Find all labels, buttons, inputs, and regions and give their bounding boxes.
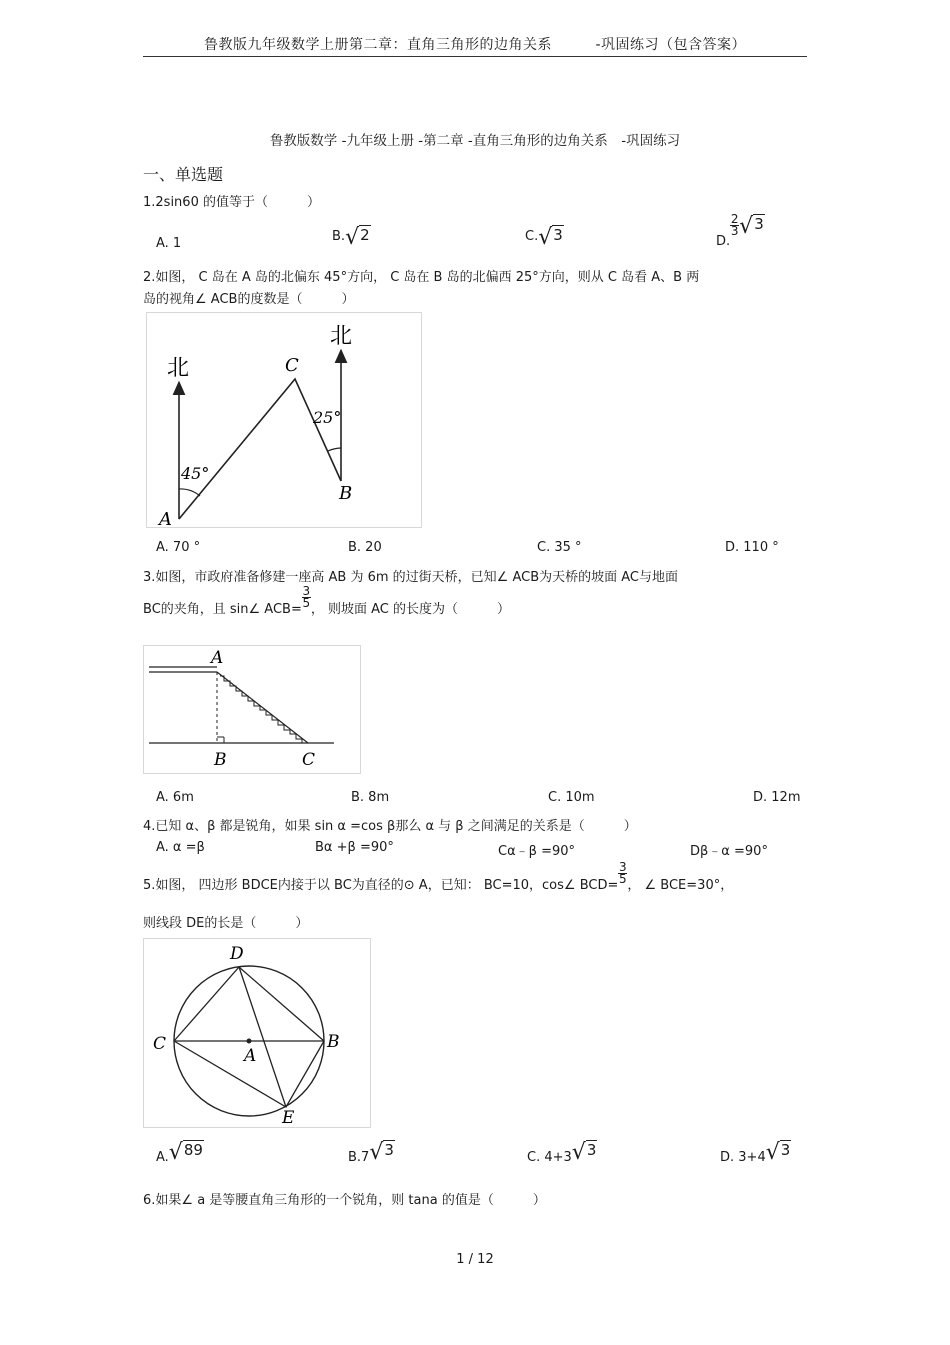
q3-fraction [302, 586, 311, 609]
q5-stem-part1: 5.如图， 四边形 BDCE内接于以 BC为直径的⊙ A，已知： BC=10，cos∠ BCD= [143, 878, 619, 893]
page-header: 鲁教版九年级数学上册第二章：直角三角形的边角关系 -巩固练习（包含答案） [203, 37, 747, 53]
q1-c-radicand: 3 [553, 226, 563, 244]
q3-option-a: A. 6m [156, 790, 194, 805]
q2-option-d: D. 110 ° [725, 540, 779, 555]
document-title: 鲁教版数学 -九年级上册 -第二章 -直角三角形的边角关系 -巩固练习 [269, 133, 681, 149]
q3-stem-line2-part2: ， 则坡面 AC 的长度为（ ） [310, 602, 511, 617]
q5-diagram [144, 939, 370, 1127]
q5-option-d [720, 1140, 791, 1165]
q1-option-a: A. 1 [156, 236, 182, 251]
section-heading: 一、单选题 [143, 165, 224, 184]
angle-arc-a [179, 489, 200, 496]
q3-figure [143, 645, 361, 774]
q5-a-radicand: 89 [183, 1141, 203, 1159]
q5-figure [143, 938, 371, 1128]
q4-stem: 4.已知 α、β 都是锐角，如果 sin α =cos β那么 α 与 β 之间满足的关系是（ ） [143, 819, 637, 834]
q1-option-b-label: B. [332, 229, 346, 244]
slope-ac [217, 672, 308, 743]
path-a-c-b [179, 379, 341, 519]
q5-option-a [156, 1140, 204, 1165]
q1-d-radicand: 3 [754, 215, 764, 233]
point-label-c: C [285, 355, 299, 376]
q4-option-c: Cα﹣β =90° [498, 844, 576, 859]
q2-figure [146, 312, 422, 528]
q5-option-b [348, 1140, 395, 1165]
q2-stem-line1: 2.如图， C 岛在 A 岛的北偏东 45°方向， C 岛在 B 岛的北偏西 25°方向，则从 C 岛看 A、B 两 [143, 270, 700, 285]
center-point [247, 1039, 252, 1044]
q1-option-d-sqrt: √3 [739, 214, 764, 239]
q1-option-c-label: C. [525, 229, 539, 244]
q1-option-b-sqrt: √2 [345, 225, 370, 250]
q5-d-sqrt: √3 [765, 1140, 791, 1165]
q3-diagram [144, 646, 360, 773]
q3-fraction-denominator: 5 [302, 596, 311, 610]
point-label-e: E [282, 1108, 295, 1127]
point-label-a: A [159, 509, 172, 527]
q3-option-b: B. 8m [351, 790, 390, 805]
q4-option-a: A. α =β [156, 840, 205, 855]
q4-option-b: Bα +β =90° [315, 840, 394, 855]
q3-stem-line2 [143, 586, 510, 617]
north-label-b: 北 [330, 324, 353, 349]
q1-option-d [716, 214, 765, 249]
q5-stem-line1 [143, 862, 733, 893]
q1-option-c-sqrt: √3 [538, 225, 563, 250]
header-divider [143, 56, 807, 57]
q5-d-radicand: 3 [780, 1141, 791, 1159]
q1-d-fraction [730, 214, 739, 237]
q5-option-c [527, 1140, 597, 1165]
q5-b-sqrt: √3 [369, 1140, 394, 1165]
q1-stem: 1.2sin60 的值等于（ ） [143, 195, 320, 210]
q4-option-d: Dβ﹣α =90° [690, 844, 768, 859]
q3-option-c: C. 10m [548, 790, 595, 805]
point-label-b: B [327, 1032, 340, 1052]
q5-c-sqrt: √3 [571, 1140, 597, 1165]
point-label-a: A [244, 1046, 257, 1066]
page-number: 1 / 12 [456, 1252, 494, 1267]
north-label-a: 北 [167, 356, 190, 381]
q5-fraction-denominator: 5 [619, 872, 627, 886]
point-label-d: D [230, 944, 244, 964]
angle-label-25: 25° [313, 408, 342, 427]
point-label-b: B [339, 483, 353, 504]
q3-option-d: D. 12m [753, 790, 801, 805]
q1-d-denominator: 3 [730, 224, 739, 238]
angle-arc-b [328, 448, 341, 451]
q3-stem-line2-part1: BC的夹角，且 sin∠ ACB= [143, 602, 302, 617]
q1-option-c [525, 225, 564, 250]
chords-c-d-b [174, 967, 324, 1041]
q5-c-radicand: 3 [586, 1141, 597, 1159]
point-label-c: C [153, 1034, 167, 1054]
q5-option-a-label: A. [156, 1150, 169, 1165]
q1-option-b [332, 225, 371, 250]
point-label-b: B [214, 750, 227, 770]
q1-option-d-label: D. [716, 234, 731, 249]
stair-steps [220, 676, 302, 743]
q5-a-sqrt: √89 [168, 1140, 203, 1165]
q3-stem-line1: 3.如图，市政府准备修建一座高 AB 为 6m 的过街天桥，已知∠ ACB为天桥的坡面 AC与地面 [143, 570, 678, 585]
q5-stem-line2: 则线段 DE的长是（ ） [143, 916, 309, 931]
q2-option-a: A. 70 ° [156, 540, 201, 555]
angle-label-45: 45° [181, 464, 210, 483]
q2-option-c: C. 35 ° [537, 540, 582, 555]
q1-d-numerator: 2 [730, 212, 739, 226]
q5-fraction-numerator: 3 [619, 860, 627, 874]
point-label-a: A [211, 648, 224, 668]
point-label-c: C [302, 750, 316, 770]
q2-diagram [147, 313, 421, 527]
q2-stem-line2: 岛的视角∠ ACB的度数是（ ） [143, 292, 355, 307]
q5-b-radicand: 3 [384, 1141, 394, 1159]
q5-stem-part2: ， ∠ BCE=30°， [627, 878, 734, 893]
q5-option-d-label: D. 3+4 [720, 1150, 766, 1165]
q1-b-radicand: 2 [360, 226, 370, 244]
q2-option-b: B. 20 [348, 540, 382, 555]
q5-option-b-label: B.7 [348, 1150, 370, 1165]
q6-stem: 6.如果∠ a 是等腰直角三角形的一个锐角，则 tana 的值是（ ） [143, 1193, 546, 1208]
q5-option-c-label: C. 4+3 [527, 1150, 572, 1165]
q3-fraction-numerator: 3 [302, 584, 311, 598]
